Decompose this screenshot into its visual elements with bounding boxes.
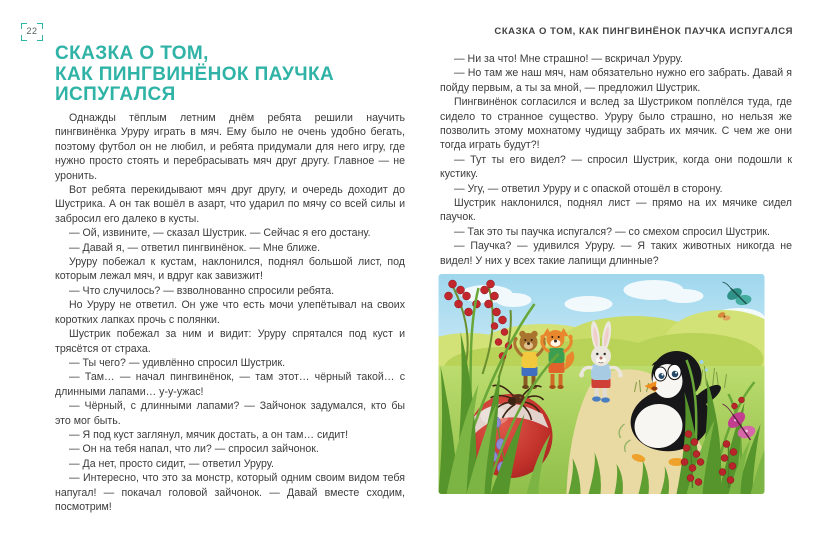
paragraph: Пингвинёнок согласился и вслед за Шустриком поплёлся туда, где сидело то странное существо. Уруру было страшно, но нельзя же позволить этому мохнатому чудищу забрать их мячик. С чем же они тогда играть будут?! bbox=[440, 96, 792, 152]
paragraph: — Да нет, просто сидит, — ответил Уруру. bbox=[69, 457, 274, 470]
paragraph: — Что случилось? — взволнованно спросили ребята. bbox=[69, 284, 335, 297]
title-line: КАК ПИНГВИНЁНОК ПАУЧКА bbox=[55, 63, 335, 85]
story-title bbox=[55, 44, 400, 106]
running-header: СКАЗКА О ТОМ, КАК ПИНГВИНЁНОК ПАУЧКА ИСПУГАЛСЯ bbox=[494, 26, 793, 37]
title-line: СКАЗКА О ТОМ, bbox=[55, 43, 209, 64]
left-text-column bbox=[55, 111, 405, 514]
paragraph: — Он на тебя напал, что ли? — спросил зайчонок. bbox=[69, 443, 319, 456]
paragraph: Вот ребята перекидывают мяч друг другу, и очередь доходит до Шустрика. А он так вошёл в азарт, что ударил по мячу со всей силы и забросил его далеко в кусты. bbox=[55, 184, 405, 225]
paragraph: — Интересно, что это за монстр, который одним своим видом тебя напугал! — покачал головой зайчонок. — Давай вместе сходим, посмотрим! bbox=[55, 472, 405, 513]
paragraph: — Там… — начал пингвинёнок, — там этот… чёрный такой… с длинными лапами… у-у-ужас! bbox=[55, 371, 405, 398]
paragraph: — Ой, извините, — сказал Шустрик. — Сейчас я его достану. bbox=[69, 227, 371, 240]
title-line: ИСПУГАЛСЯ bbox=[55, 84, 176, 105]
paragraph: — Паучка? — удивился Уруру. — Я таких животных никогда не видел! У них у всех такие лапищи длинные? bbox=[440, 240, 792, 267]
paragraph: — Давай я, — ответил пингвинёнок. — Мне ближе. bbox=[69, 241, 321, 254]
paragraph: — Ни за что! Мне страшно! — вскричал Уруру. bbox=[454, 53, 683, 65]
paragraph: — Тут ты его видел? — спросил Шустрик, когда они подошли к кустику. bbox=[440, 153, 792, 181]
right-text-column bbox=[440, 52, 792, 268]
paragraph: — Так это ты паучка испугался? — со смехом спросил Шустрик. bbox=[454, 225, 770, 238]
story-illustration bbox=[438, 274, 765, 494]
paragraph: — Ты чего? — удивлённо спросил Шустрик. bbox=[69, 356, 286, 369]
paragraph: — Но там же наш мяч, нам обязательно нужно его забрать. Давай я пойду первым, а ты за мной, — предложил Шустрик. bbox=[440, 67, 792, 94]
paragraph: Шустрик побежал за ним и видит: Уруру спрятался под куст и трясётся от страха. bbox=[55, 328, 405, 355]
paragraph: — Угу, — ответил Уруру и с опаской отошёл в сторону. bbox=[454, 182, 723, 195]
paragraph: — Чёрный, с длинными лапами? — Зайчонок задумался, кто бы это мог быть. bbox=[55, 400, 405, 427]
paragraph: Однажды тёплым летним днём ребята решили научить пингвинёнка Уруру играть в мяч. Ему было не очень удобно бегать, поэтому футбол он не любил, и ребята придумали для него игру, где нужно просто стоять и перебрасывать мяч друг другу. Главное — не уронить. bbox=[55, 112, 405, 182]
page-number-badge bbox=[21, 23, 43, 41]
paragraph: Уруру побежал к кустам, наклонился, поднял большой лист, под которым лежал мяч, и вдруг как завизжит! bbox=[55, 256, 405, 283]
paragraph: Но Уруру не ответил. Он уже что есть мочи улепётывал на своих коротких лапках прочь с полянки. bbox=[55, 299, 405, 326]
page-number: 22 bbox=[26, 26, 38, 36]
paragraph: — Я под куст заглянул, мячик достать, а он там… сидит! bbox=[69, 428, 349, 441]
paragraph: Шустрик наклонился, поднял лист — прямо на их мячике сидел паучок. bbox=[440, 197, 792, 224]
